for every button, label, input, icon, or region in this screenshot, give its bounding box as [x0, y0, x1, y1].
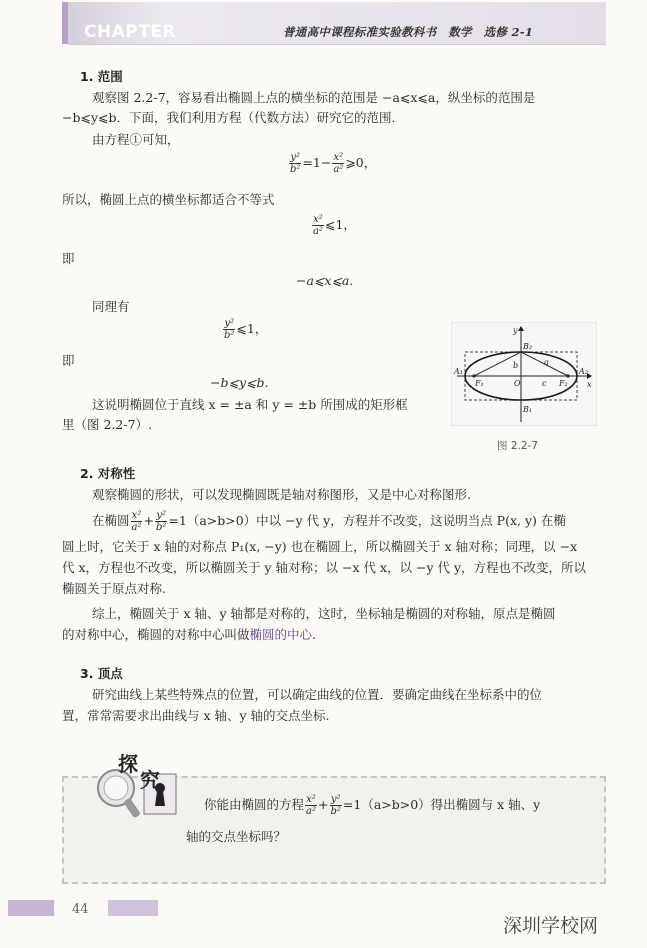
symmetry-paragraph-2d: 椭圆关于原点对称.: [62, 581, 166, 596]
header-accent: [62, 2, 68, 44]
range-paragraph-5a: 这说明椭圆位于直线 x = ±a 和 y = ±b 所围成的矩形框: [92, 397, 408, 412]
chapter-word: CHAPTER: [84, 22, 177, 42]
ji-label-2: 即: [62, 353, 75, 368]
watermark: 深圳学校网: [503, 915, 599, 937]
range-paragraph-2: 由方程①可知，: [92, 132, 180, 147]
focus-f2: [566, 374, 569, 377]
page-number: 44: [72, 902, 89, 917]
term-ellipse-center[interactable]: 椭圆的中心: [249, 627, 313, 642]
symmetry-paragraph-1: 观察椭圆的形状，可以发现椭圆既是轴对称图形，又是中心对称图形.: [92, 487, 471, 502]
book-title: 普通高中课程标准实验教科书 数学 选修 2-1: [283, 25, 534, 39]
section-title-symmetry: 2. 对称性: [80, 466, 136, 481]
equation-5: −b⩽y⩽b.: [210, 375, 269, 390]
figure-caption: 图 2.2-7: [497, 440, 539, 452]
range-paragraph-5b: 里（图 2.2-7）.: [62, 417, 153, 432]
explore-question-b: 轴的交点坐标吗？: [186, 829, 287, 844]
fraction-x2-a2: $\frac{\text{x²}}{\text{a²}}$: [333, 152, 344, 175]
ellipse-figure: [451, 322, 597, 426]
label-b1: B₁: [523, 405, 533, 414]
label-b: b: [513, 361, 519, 370]
label-y: y: [513, 326, 518, 335]
focus-f1: [472, 374, 475, 377]
symmetry-paragraph-2a: 在椭圆 $\frac{\text{x²}}{\text{a²}}$ + $\frac{\text{y²}}{\text{b²}}$ =1（a>b>0）中以 −y 代 y，方程并不改变，这说明当点 P(x, y) 在椭: [92, 510, 566, 533]
equation-2: $\frac{\text{x²}}{\text{a²}}$ ⩽1，: [313, 214, 356, 237]
label-a: a: [544, 358, 549, 367]
label-a1: A₁: [454, 367, 463, 376]
range-paragraph-1b: −b⩽y⩽b．下面，我们利用方程（代数方法）研究它的范围．: [62, 110, 404, 125]
range-paragraph-1a: 观察图 2.2-7，容易看出椭圆上点的横坐标的范围是 −a⩽x⩽a，纵坐标的范围是: [92, 90, 536, 105]
footer-stripe-left: [8, 900, 54, 916]
vertex-paragraph-1b: 置，常常需要求出曲线与 x 轴、y 轴的交点坐标.: [62, 708, 330, 723]
symmetry-paragraph-3a: 综上，椭圆关于 x 轴、y 轴都是对称的，这时，坐标轴是椭圆的对称轴，原点是椭圆: [92, 606, 556, 621]
ji-label-1: 即: [62, 251, 75, 266]
label-a2: A₂: [579, 367, 588, 376]
vertex-paragraph-1a: 研究曲线上某些特殊点的位置，可以确定曲线的位置．要确定曲线在坐标系中的位: [92, 687, 543, 702]
badge-jiu: 究: [140, 768, 160, 792]
label-o: O: [514, 379, 521, 388]
label-f2: F₂: [559, 379, 568, 388]
label-x: x: [587, 380, 592, 389]
symmetry-paragraph-2c: 代 x，方程也不改变，所以椭圆关于 y 轴对称；以 −x 代 x，以 −y 代 y，方程也不改变，所以: [62, 560, 587, 575]
badge-tan: 探: [118, 752, 138, 776]
equation-3: −a⩽x⩽a.: [296, 273, 354, 288]
symmetry-paragraph-3b: 的对称中心，椭圆的对称中心叫做椭圆的中心.: [62, 627, 317, 642]
symmetry-paragraph-2b: 圆上时，它关于 x 轴的对称点 P₁(x, −y) 也在椭圆上，所以椭圆关于 x 轴对称；同理，以 −x: [62, 539, 578, 554]
footer-stripe-right: [108, 900, 158, 916]
range-paragraph-3: 所以，椭圆上点的横坐标都适合不等式: [62, 192, 275, 207]
section-title-vertex: 3. 顶点: [80, 666, 123, 681]
fraction-y2-b2: $\frac{\text{y²}}{\text{b²}}$: [290, 152, 301, 175]
label-b2: B₂: [523, 342, 533, 351]
section-title-range: 1. 范围: [80, 69, 123, 84]
explore-question-a: 你能由椭圆的方程 $\frac{\text{x²}}{\text{a²}}$ + $\frac{\text{y²}}{\text{b²}}$ =1（a>b>0）得出椭圆与 x 轴、y: [204, 794, 541, 817]
label-c: c: [542, 379, 547, 388]
equation-1: $\frac{\text{y²}}{\text{b²}}$ =1− $\frac{\text{x²}}{\text{a²}}$ ⩾0，: [290, 152, 377, 175]
equation-4: $\frac{\text{y²}}{\text{b²}}$ ⩽1，: [224, 318, 268, 341]
range-paragraph-4: 同理有: [92, 299, 130, 314]
label-f1: F₁: [475, 379, 484, 388]
